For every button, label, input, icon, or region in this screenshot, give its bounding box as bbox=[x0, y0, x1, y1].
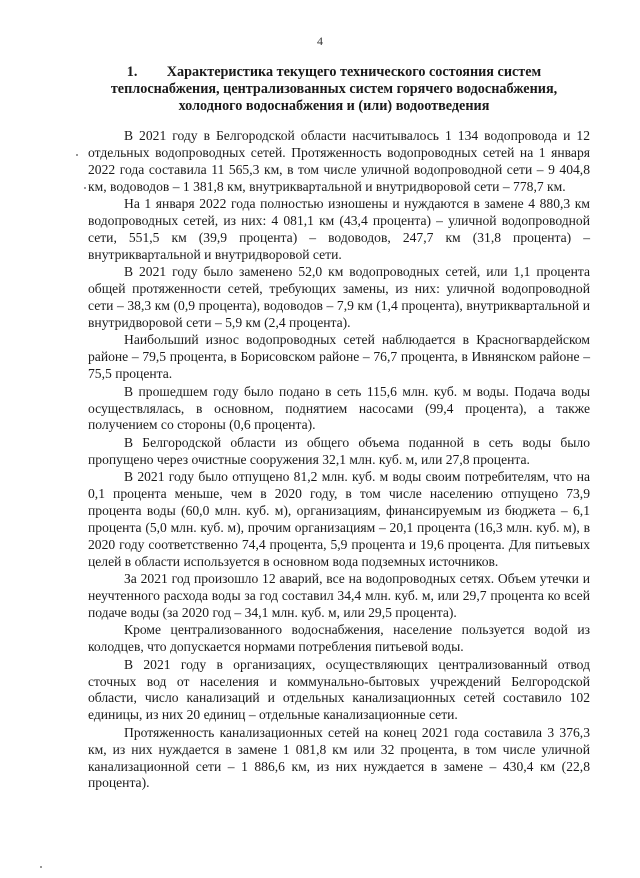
section-title: Характеристика текущего технического состояния систем теплоснабжения, централизованных систем горячего водоснабжения, холодного водоснабжения и (или) водоотведения bbox=[110, 64, 558, 114]
paragraph-greatest-wear: Наибольший износ водопроводных сетей наблюдается в Красногвардейском районе – 79,5 процента, в Борисовском районе – 76,7 процента, в Ивнянском районе – 75,5 процента. bbox=[88, 332, 590, 382]
scan-speck bbox=[76, 154, 78, 156]
paragraph-sewerage-length: Протяженность канализационных сетей на конец 2021 года составила 3 376,3 км, из них нуждается в замене 1 081,8 км или 32 процента, в том числе уличной канализационной сети – 1 886,6 км, из них нуждается в замене – 430,4 км (22,8 процента). bbox=[88, 724, 590, 791]
section-number: 1. bbox=[126, 64, 138, 80]
paragraph-replaced-networks: В 2021 году было заменено 52,0 км водопроводных сетей, или 1,1 процента общей протяженности сетей, требующих замены, из них: уличной водопроводной сети – 38,3 км (0,9 процента), водоводов – 7,9 км (1,4 процента), внутриквартальной и внутридворовой сети – 5,9 км (2,4 процента). bbox=[88, 264, 590, 330]
document-body bbox=[88, 128, 590, 792]
paragraph-water-supplied: В прошедшем году было подано в сеть 115,6 млн. куб. м воды. Подача воды осуществлялась, в основном, поднятием насосами (99,4 процента), а также получением со стороны (0,6 процента). bbox=[88, 383, 590, 433]
scan-speck bbox=[40, 866, 42, 868]
paragraph-wells: Кроме централизованного водоснабжения, население пользуется водой из колодцев, что допускается нормами потребления питьевой воды. bbox=[88, 622, 590, 655]
paragraph-treatment: В Белгородской области из общего объема поданной в сеть воды было пропущено через очистные сооружения 32,1 млн. куб. м, или 27,8 процента. bbox=[88, 434, 590, 467]
section-heading bbox=[88, 64, 580, 115]
page-number: 4 bbox=[317, 34, 323, 48]
paragraph-worn-networks: На 1 января 2022 года полностью изношены и нуждаются в замене 4 880,3 км водопроводных сетей, из них: 4 081,1 км (43,4 процента) – уличной водопроводной сети, 551,5 км (39,9 процента) – водоводов, 247,7 км (31,8 процента) – внутриквартальной и внутридворовой сети. bbox=[88, 196, 590, 262]
scan-speck bbox=[84, 187, 86, 189]
paragraph-water-supply-count: В 2021 году в Белгородской области насчитывалось 1 134 водопровода и 12 отдельных водопроводных сетей. Протяженность водопроводных сетей на 1 января 2022 года составила 11 565,3 км, в том числе уличной водопроводной сети – 9 404,8 км, водоводов – 1 381,8 км, внутриквартальной и внутридворовой сети – 778,7 км. bbox=[88, 128, 590, 194]
paragraph-water-released: В 2021 году было отпущено 81,2 млн. куб. м воды своим потребителям, что на 0,1 процента меньше, чем в 2020 году, в том числе населению отпущено 73,9 процента воды (60,0 млн. куб. м), организациям, финансируемым из бюджета – 6,1 процента (5,0 млн. куб. м), прочим организациям – 20,1 процента (16,3 млн. куб. м), в 2020 году соответственно 74,4 процента, 5,9 процента и 19,6 процента. Для питьевых целей в области используется в основном вода подземных источников. bbox=[88, 469, 590, 569]
paragraph-sewerage-count: В 2021 году в организациях, осуществляющих централизованный отвод сточных вод от населения и коммунально-бытовых учреждений Белгородской области, число канализаций и отдельных канализационных сетей составило 102 единицы, из них 20 единиц – отдельные канализационные сети. bbox=[88, 656, 590, 723]
paragraph-accidents: За 2021 год произошло 12 аварий, все на водопроводных сетях. Объем утечки и неучтенного расхода воды за год составил 34,4 млн. куб. м, или 29,7 процента ко всей подаче воды (за 2020 год – 34,1 млн. куб. м, или 29,5 процента). bbox=[88, 571, 590, 620]
